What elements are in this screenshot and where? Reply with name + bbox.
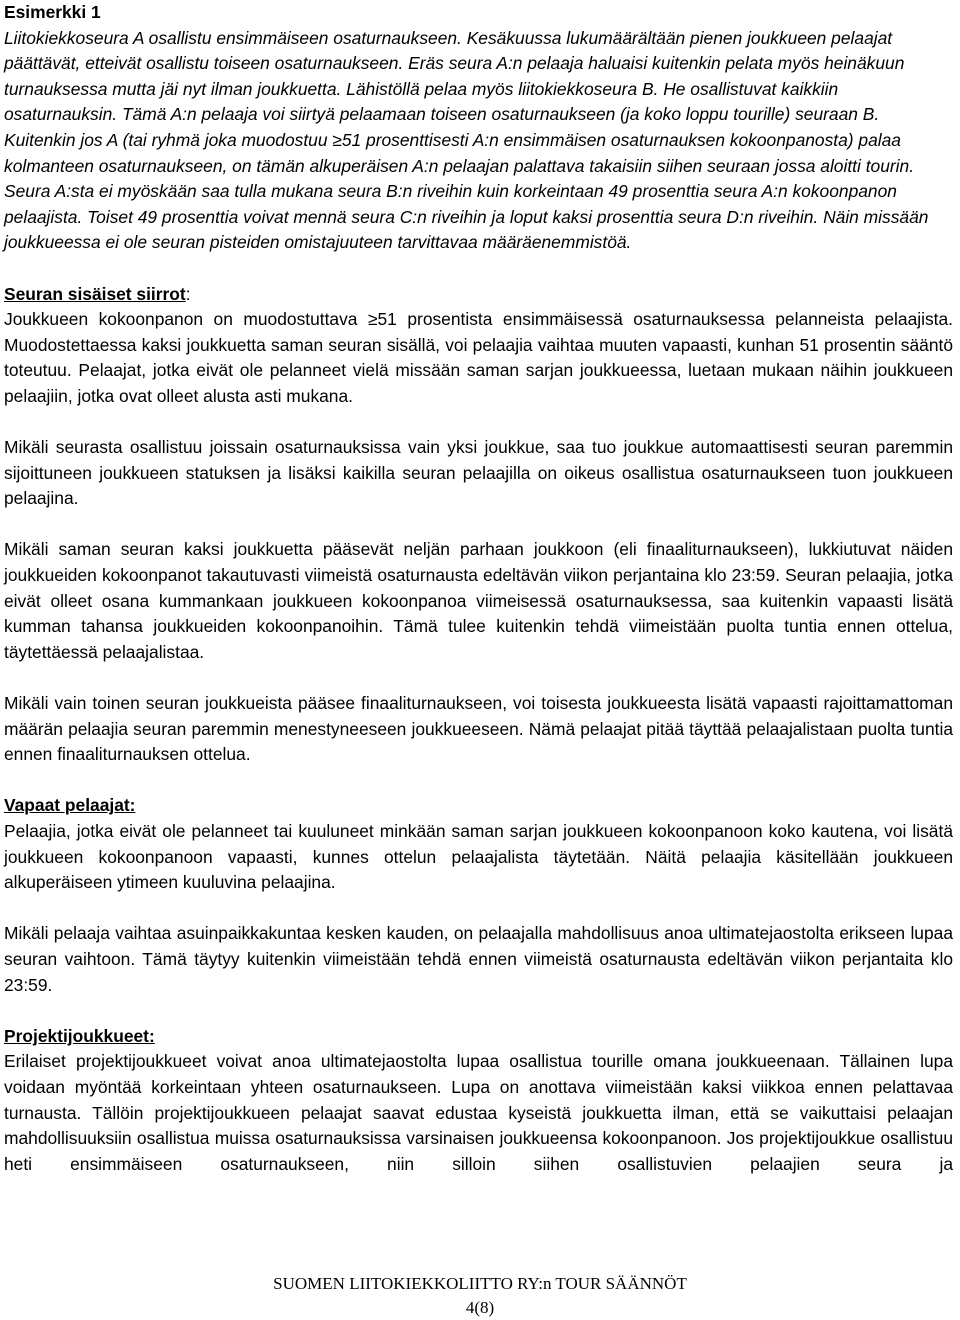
spacer	[4, 665, 953, 691]
example-text: Liitokiekkoseura A osallistu ensimmäiseen osaturnaukseen. Kesäkuussa lukumäärältään pienen joukkueen pelaajat päättävät, etteivät osallistu toiseen osaturnaukseen. Eräs seura A:n pelaaja haluaisi kuitenkin pelata myös heinäkuun turnauksessa mutta jäi nyt ilman joukkuetta. Lähistöllä pelaa myös liitokiekkoseura B. He osallistuvat kaikkiin osaturnauksin. Tämä A:n pelaaja voi siirtyä pelaamaan toiseen osaturnaukseen (ja koko loppu tourille) seuraan B. Kuitenkin jos A (tai ryhmä joka muodostuu ≥51 prosenttisesti A:n ensimmäisen osaturnauksen kokoonpanosta) palaa kolmanteen osaturnaukseen, on tämän alkuperäisen A:n pelaajan palattava takaisiin siihen seuraan jossa aloitti tourin. Seura A:sta ei myöskään saa tulla mukana seura B:n riveihin kuin korkeintaan 49 prosenttia seura A:n kokoonpanon pelaajista. Toiset 49 prosenttia voivat mennä seura C:n riveihin ja loput kaksi prosenttia seura D:n riveihin. Näin missään joukkueessa ei ole seuran pisteiden omistajuuteen tarvittavaa määräenemmistöä.	[4, 27, 929, 253]
paragraph: Mikäli saman seuran kaksi joukkuetta pääsevät neljän parhaan joukkoon (eli finaaliturnaukseen), lukkiutuvat näiden joukkueiden kokoonpanot takautuvasti viimeistä osaturnausta edeltävän viikon perjantaina klo 23:59. Seuran pelaajia, jotka eivät olleet osana kummankaan joukkueen kokoonpanoa viimeisessä osaturnauksessa, saa kuitenkin vapaasti lisätä kumman tahansa joukkueiden kokoonpanoihin. Tämä tulee kuitenkin tehdä viimeistään puolta tuntia ennen ottelua, täytettäessä pelaajalistaa.	[4, 539, 953, 662]
paragraph: Erilaiset projektijoukkueet voivat anoa ultimatejaostolta lupaa osallistua tourille omana joukkueenaan. Tällainen lupa voidaan myöntää korkeintaan yhteen osaturnaukseen. Lupa on anottava viimeistään kaksi viikkoa ennen pelattavaa turnausta. Tällöin projektijoukkueen pelaajat saavat edustaa kyseistä joukkuetta ilman, että se vaikuttaisi pelaajan mahdollisuuksiin osallistua muissa osaturnauksissa varsinaisen joukkueensa kokoonpanoon. Jos projektijoukkue osallistuu heti ensimmäiseen osaturnaukseen, niin silloin siihen osallistuvien pelaajien seura ja	[4, 1051, 953, 1174]
section-heading-internal-transfers: Seuran sisäiset siirrot:	[4, 283, 191, 304]
spacer	[4, 410, 953, 436]
paragraph: Mikäli vain toinen seuran joukkueista pääsee finaaliturnaukseen, voi toisesta joukkueesta lisätä vapaasti rajoittamattoman määrän pelaajia seuran paremmin menestyneeseen joukkueeseen. Nämä pelaajat pitää täyttää pelaajalistaan puolta tuntia ennen finaaliturnauksen ottelua.	[4, 693, 953, 765]
spacer	[4, 768, 953, 794]
section-heading-free-players: Vapaat pelaajat:	[4, 795, 136, 816]
spacer	[4, 256, 953, 282]
spacer	[4, 512, 953, 538]
paragraph: Mikäli pelaaja vaihtaa asuinpaikkakuntaa kesken kauden, on pelaajalla mahdollisuus anoa ultimatejaostolta erikseen lupaa seuran vaihtoon. Tämä täytyy kuitenkin viimeistään tehdä ennen viimeistä osaturnausta edeltävän viikon perjantaita klo 23:59.	[4, 923, 953, 995]
paragraph: Joukkueen kokoonpanon on muodostuttava ≥51 prosentista ensimmäisessä osaturnauksessa pelanneista pelaajista. Muodostettaessa kaksi joukkuetta saman seuran sisällä, voi pelaajia vaihtaa muuten vapaasti, kunhan 51 prosentin sääntö toteutuu. Pelaajat, jotka eivät ole pelanneet vielä missään saman sarjan joukkueessa, luetaan mukaan näihin joukkueen pelaajiin, jotka ovat olleet alusta asti mukana.	[4, 309, 953, 406]
footer-title: SUOMEN LIITOKIEKKOLIITTO RY:n TOUR SÄÄNNÖT	[273, 1274, 687, 1293]
spacer	[4, 998, 953, 1024]
paragraph: Pelaajia, jotka eivät ole pelanneet tai kuuluneet minkään saman sarjan joukkueen kokoonpanoon koko kautena, voi lisätä joukkueen kokoonpanoon vapaasti, kunnes ottelun pelaajalista täytetään. Näitä pelaajia käsitellään joukkueen alkuperäiseen ytimeen kuuluvina pelaajina.	[4, 821, 953, 893]
page-footer	[0, 1272, 960, 1320]
paragraph: Mikäli seurasta osallistuu joissain osaturnauksissa vain yksi joukkue, saa tuo joukkue automaattisesti seuran paremmin sijoittuneen joukkueen statuksen ja lisäksi kaikilla seuran pelaajilla on oikeus osallistua osaturnaukseen tuon joukkueen pelaajina.	[4, 437, 953, 509]
example-title: Esimerkki 1	[4, 2, 101, 22]
spacer	[4, 896, 953, 922]
page-number: 4(8)	[465, 1298, 495, 1317]
section-heading-project-teams: Projektijoukkueet:	[4, 1025, 155, 1046]
